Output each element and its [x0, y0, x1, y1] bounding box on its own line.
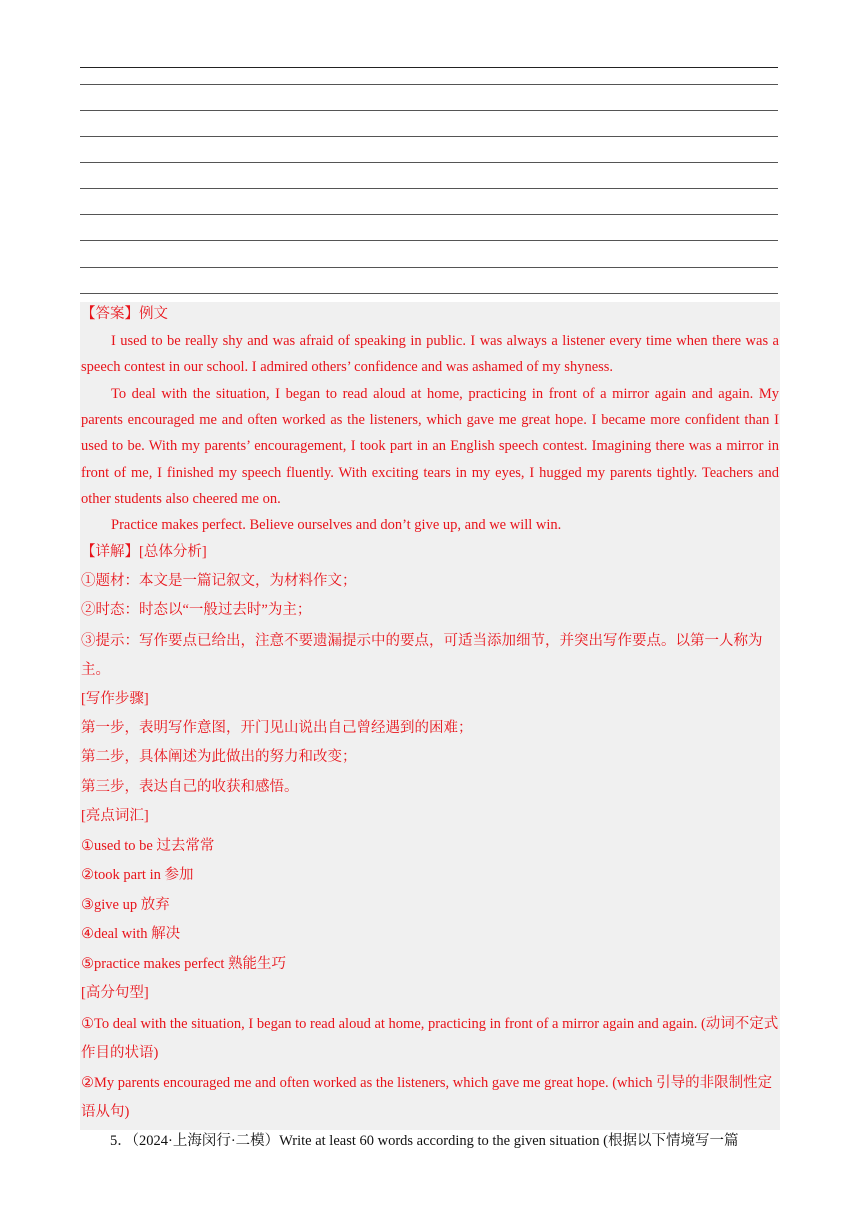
vocab-heading: [亮点词汇] [81, 808, 149, 824]
analysis-item-2: ②时态：时态以“一般过去时”为主； [81, 602, 312, 618]
writing-line [80, 240, 778, 241]
answer-paragraph-1: I used to be really shy and was afraid of speaking in public. I was always a listener every time when there was a speech contest in our school. I admired others’ confidence and was ashamed of my shyness. [81, 333, 779, 376]
writing-line [80, 267, 778, 268]
answer-paragraph-2: To deal with the situation, I began to read aloud at home, practicing in front of a mirror again and again. My parents encouraged me and often worked as the listeners, which gave me great hope. I became more confident than I used to be. With my parents’ encouragement, I took part in an English speech contest. Imagining there was a mirror in front of me, I finished my speech fluently. With exciting tears in my eyes, I hugged my parents tightly. Teachers and other students also cheered me on. [81, 386, 779, 507]
vocab-item-5: ⑤practice makes perfect 熟能生巧 [81, 956, 287, 972]
writing-line [80, 84, 778, 85]
sentence-item-1: ①To deal with the situation, I began to read aloud at home, practicing in front of a mirror again and again. (动词不定式作目的状语) [81, 1016, 779, 1061]
vocab-item-2: ②took part in 参加 [81, 867, 194, 883]
answer-paragraph-3: Practice makes perfect. Believe ourselves and don’t give up, and we will win. [111, 517, 562, 533]
vocab-item-3: ③give up 放弃 [81, 897, 170, 913]
writing-line [80, 67, 778, 68]
steps-heading: [写作步骤] [81, 691, 149, 707]
sentence-item-2: ②My parents encouraged me and often worked as the listeners, which gave me great hope. (which 引导的非限制性定语从句) [81, 1075, 773, 1120]
writing-line [80, 188, 778, 189]
answer-heading: 【答案】例文 [81, 306, 168, 322]
writing-line [80, 110, 778, 111]
vocab-item-4: ④deal with 解决 [81, 926, 181, 942]
sentences-heading: [高分句型] [81, 985, 149, 1001]
detail-heading: 【详解】[总体分析] [81, 544, 207, 560]
next-question: 5．（2024·上海闵行·二模）Write at least 60 words according to the given situation (根据以下情境写一篇 [110, 1133, 739, 1149]
step-2: 第二步，具体阐述为此做出的努力和改变； [81, 749, 357, 765]
analysis-item-3: ③提示：写作要点已给出，注意不要遗漏提示中的要点，可适当添加细节，并突出写作要点。以第一人称为主。 [81, 633, 763, 678]
step-3: 第三步，表达自己的收获和感悟。 [81, 779, 299, 795]
vocab-item-1: ①used to be 过去常常 [81, 838, 215, 854]
step-1: 第一步，表明写作意图，开门见山说出自己曾经遇到的困难； [81, 720, 473, 736]
writing-line [80, 162, 778, 163]
writing-line [80, 293, 778, 294]
writing-line [80, 214, 778, 215]
writing-line [80, 136, 778, 137]
analysis-item-1: ①题材：本文是一篇记叙文，为材料作文； [81, 573, 357, 589]
